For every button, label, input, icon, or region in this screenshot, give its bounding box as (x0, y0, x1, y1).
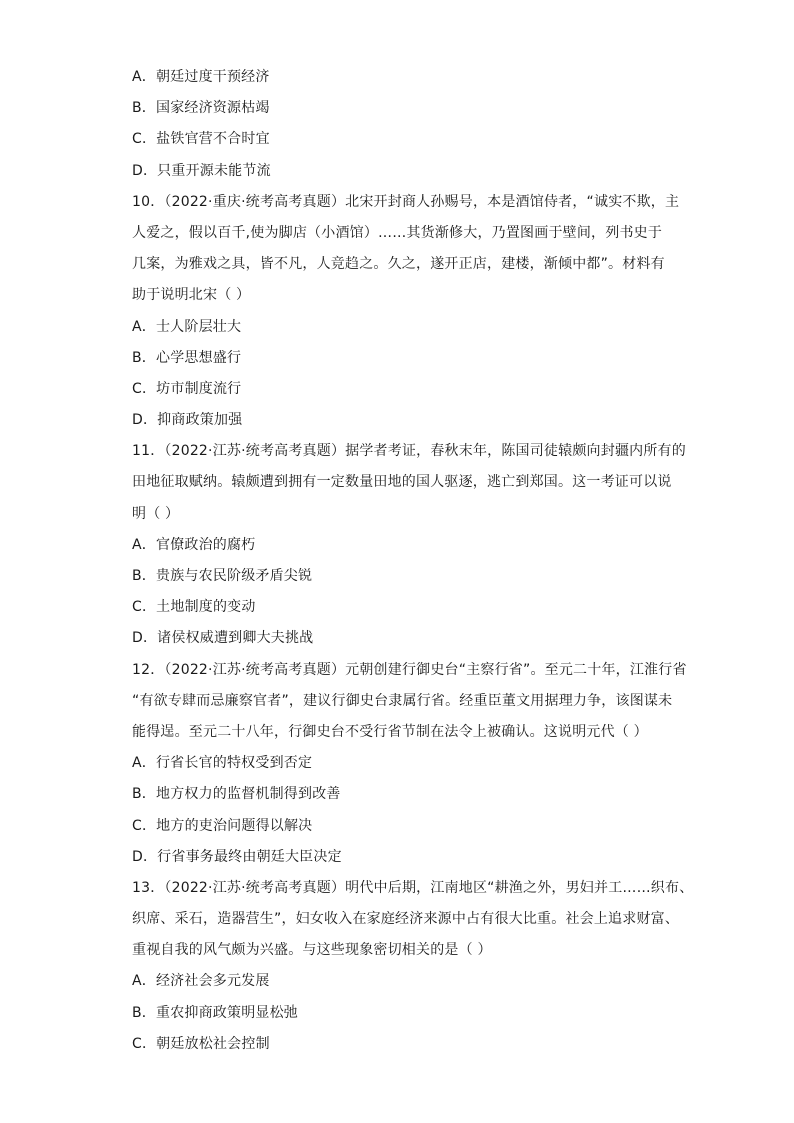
question-text-line: 田地征取赋纳。辕颇遭到拥有一定数量田地的国人驱逐，逃亡到郑国。这一考证可以说 (132, 474, 672, 491)
question-text-line: 明（ ） (132, 505, 180, 522)
question-text-line: “有欲专肆而忌廉察官者”，建议行御史台隶属行省。经重臣董文用据理力争，该图谋未 (132, 692, 673, 709)
answer-option-line: D．诸侯权威遭到卿大夫挑战 (132, 630, 314, 647)
question-text-line: 13．（2022·江苏·统考高考真题）明代中后期，江南地区“耕渔之外，男妇并工……织布、 (132, 879, 694, 896)
question-text-line: 几案，为雅戏之具，皆不凡，人竞趋之。久之，遂开正店，建楼，渐倾中都”。材料有 (132, 256, 665, 273)
answer-option-line: A．经济社会多元发展 (132, 973, 270, 990)
answer-option-line: B．心学思想盛行 (132, 349, 242, 366)
answer-option-line: C．土地制度的变动 (132, 599, 256, 616)
question-text-line: 能得逞。至元二十八年，行御史台不受行省节制在法令上被确认。这说明元代（ ） (132, 723, 648, 740)
answer-option-line: C．坊市制度流行 (132, 380, 242, 397)
answer-option-line: D．行省事务最终由朝廷大臣决定 (132, 848, 342, 865)
question-text-line: 10．（2022·重庆·统考高考真题）北宋开封商人孙赐号，本是酒馆侍者，“诚实不欺，主 (132, 193, 680, 210)
answer-option-line: D．抑商政策加强 (132, 412, 243, 429)
answer-option-line: A．官僚政治的腐朽 (132, 536, 256, 553)
answer-option-line: B．地方权力的监督机制得到改善 (132, 786, 341, 803)
answer-option-line: B．重农抑商政策明显松弛 (132, 1004, 299, 1021)
answer-option-line: D．只重开源未能节流 (132, 162, 271, 179)
answer-option-line: B．国家经济资源枯竭 (132, 100, 270, 117)
question-text-line: 人爱之，假以百千,使为脚店（小酒馆）……其货渐修大，乃置图画于壁间，列书史于 (132, 224, 663, 241)
answer-option-line: C．朝廷放松社会控制 (132, 1035, 270, 1052)
answer-option-line: A．朝廷过度干预经济 (132, 69, 270, 85)
question-text-line: 织席、采石，造器营生”，妇女收入在家庭经济来源中占有很大比重。社会上追求财富、 (132, 911, 680, 928)
exam-content (132, 62, 694, 1060)
question-text-line: 11．（2022·江苏·统考高考真题）据学者考证，春秋末年，陈国司徒辕颇向封疆内所有的 (132, 443, 686, 460)
answer-option-line: A．士人阶层壮大 (132, 318, 242, 335)
answer-option-line: C．盐铁官营不合时宜 (132, 131, 270, 148)
question-text-line: 12．（2022·江苏·统考高考真题）元朝创建行御史台“主察行省”。至元二十年，江淮行省 (132, 661, 687, 678)
answer-option-line: B．贵族与农民阶级矛盾尖锐 (132, 568, 313, 584)
answer-option-line: C．地方的吏治问题得以解决 (132, 817, 313, 834)
question-text-line: 重视自我的风气颇为兴盛。与这些现象密切相关的是（ ） (132, 942, 492, 959)
question-text-line: 助于说明北宋（ ） (132, 287, 251, 304)
answer-option-line: A．行省长官的特权受到否定 (132, 755, 313, 772)
